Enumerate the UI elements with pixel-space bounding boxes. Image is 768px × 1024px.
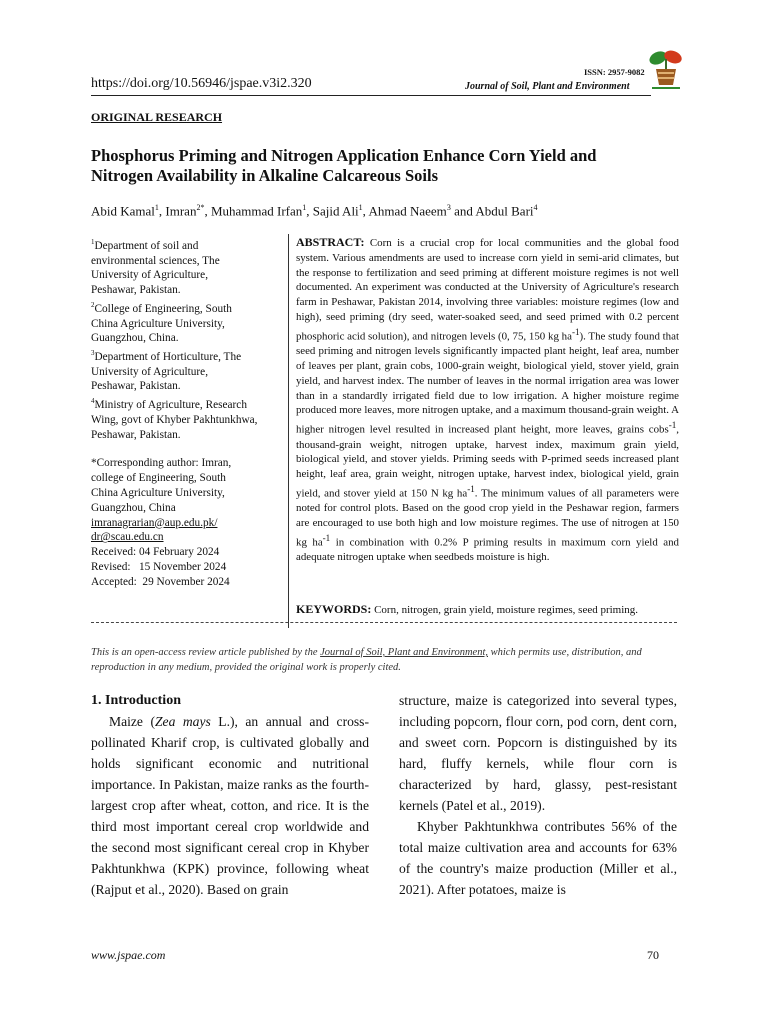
author-name: Sajid Ali xyxy=(312,203,359,219)
corresponding-line: *Corresponding author: Imran, xyxy=(91,457,232,470)
journal-link[interactable]: Journal of Soil, Plant and Environment, xyxy=(320,647,488,658)
affiliation-line: Peshawar, Pakistan. xyxy=(91,380,181,393)
body-paragraph: Maize (Zea mays L.), an annual and cross-pollinated Kharif crop, is cultivated globally and holds significant economic and nutritional importance. In Pakistan, maize ranks as the fourth-largest crop after wheat, cotton, and rice. It is the third most important cereal crop worldwide and the second most significant cereal crop in Khyber Pakhtunkhwa (KPK) province, following wheat (Rajput et al., 2020). Based on grain xyxy=(91,714,369,897)
affiliation-line: $^1$Department of soil and xyxy=(91,238,199,252)
received-date: Received: 04 February 2024 xyxy=(91,546,220,559)
section-heading: 1. Introduction xyxy=(91,693,181,708)
affiliation-line: Wing, govt of Khyber Pakhtunkhwa, xyxy=(91,413,258,426)
email-link[interactable]: dr@scau.edu.cn xyxy=(91,531,164,544)
issn-label: ISSN: 2957-9082 xyxy=(584,67,645,77)
page-number: 70 xyxy=(647,948,659,962)
corresponding-line: China Agriculture University, xyxy=(91,487,225,500)
keywords-label: KEYWORDS: xyxy=(296,602,372,616)
column-divider xyxy=(288,234,289,628)
journal-plant-logo-icon xyxy=(646,47,686,91)
keywords xyxy=(296,602,686,617)
email-link[interactable]: imranagrarian@aup.edu.pk/ xyxy=(91,516,218,529)
author-name: Imran xyxy=(165,203,197,219)
body-left-column xyxy=(91,690,369,900)
corresponding-line: Guangzhou, China xyxy=(91,501,176,514)
title-line: Phosphorus Priming and Nitrogen Application Enhance Corn Yield and xyxy=(91,146,597,165)
revised-date: Revised: 15 November 2024 xyxy=(91,561,227,573)
doi-link[interactable]: https://doi.org/10.56946/jspae.v3i2.320 xyxy=(91,76,312,91)
accepted-date: Accepted: 29 November 2024 xyxy=(91,575,230,588)
author-name: Abdul Bari xyxy=(475,203,534,219)
title-line: Nitrogen Availability in Alkaline Calcareous Soils xyxy=(91,166,438,185)
affiliation-line: China Agriculture University, xyxy=(91,317,225,330)
article-title xyxy=(91,146,681,186)
header-rule xyxy=(91,95,651,96)
dashed-separator xyxy=(91,622,677,623)
keywords-text: Corn, nitrogen, grain yield, moisture regimes, seed priming. xyxy=(371,604,639,616)
affiliation-line: $^3$Department of Horticulture, The xyxy=(91,349,242,363)
author-name: Ahmad Naeem xyxy=(368,203,447,219)
license-note: This is an open-access review article published by the Journal of Soil, Plant and Environment, which permits use, distribution, and reproduction in any medium, provided the original work is properly cited. xyxy=(91,647,642,673)
body-paragraph: structure, maize is categorized into several types, including popcorn, flour corn, pod corn, dent corn, and sweet corn. Popcorn is distinguished by its hard, fluffy kernels, while flour corn is characterized by hard, glassy, pest-resistant kernels (Patel et al., 2019). xyxy=(399,693,677,813)
affiliation-line: environmental sciences, The xyxy=(91,254,220,267)
affiliation-line: Peshawar, Pakistan. xyxy=(91,284,181,297)
affiliation-line: Peshawar, Pakistan. xyxy=(91,428,181,441)
affiliation-line: $^4$Ministry of Agriculture, Research xyxy=(91,397,247,412)
author-list: Abid Kamal$^1$, Imran$^{2*}$, Muhammad Irfan$^1$, Sajid Ali$^1$, Ahmad Naeem$^3$ and Abdul Bari$^4$ xyxy=(91,203,538,219)
section-label: ORIGINAL RESEARCH xyxy=(91,110,223,124)
affiliation-line: Guangzhou, China. xyxy=(91,332,179,345)
abstract-label: ABSTRACT: xyxy=(296,235,365,249)
affiliation-line: University of Agriculture, xyxy=(91,365,209,378)
abstract: ABSTRACT: Corn is a crucial crop for local communities and the global food system. Various amendments are used to increase corn yield in semi-arid climates, but the response to fertilization and seed priming at different moisture regimes is not well documented. An experiment was conducted at the University of Agriculture's research farm in Peshawar, Pakistan 2014, involving three variables: moisture regimes (low and high), seed priming (dry seed, water-soaked seed, and seed primed with 0.2 percent phosphoric acid solution), and nitrogen levels (0, 75, 150 kg $ha^{-1}$). The study found that seed priming and nitrogen levels significantly impacted plant height, leaf area, number of leaves per plant, grain cobs, 1000-grain weight, biological yield, stover yield, grain yield, and harvest index. The number of leaves in the normal irrigation area was lower than in a standardly irrigated field due to low irrigation. A higher moisture regime produced more leaves, more nitrogen uptake, and a maximum thousand-grain weight. A higher nitrogen level resulted in increased plant height, more leaves, grains cobs$^{-1}$, thousand-grain weight, nitrogen uptake, harvest index, maximum grain yield, biological yield, and stover yields. Priming seeds with P-primed seeds increased plant height, leaf area, grain weight, nitrogen uptake, harvest index, biological yield, grain yield, and stover yield at 150 N kg $ha^{-1}$. The minimum values of all parameters were noted for control plots. Based on the good crop yield in the Peshawar region, farmers are encouraged to use both high and low moisture regimes. The use of nitrogen at 150 kg $ha^{-1}$ in combination with 0.2% P priming results in maximum corn yield and adequate nitrogen uptake when seedbeds moisture is high. xyxy=(296,235,679,564)
affiliation-line: University of Agriculture, xyxy=(91,269,209,282)
body-paragraph: Khyber Pakhtunkhwa contributes 56% of the total maize cultivation area and accounts for 63% of the country's maize production (Miller et al., 2021). After potatoes, maize is xyxy=(399,819,677,897)
footer-url[interactable]: www.jspae.com xyxy=(91,948,166,962)
affiliations-column xyxy=(91,235,281,590)
journal-name: Journal of Soil, Plant and Environment xyxy=(465,81,630,92)
body-right-column xyxy=(399,690,677,900)
corresponding-line: college of Engineering, South xyxy=(91,472,226,485)
author-name: Abid Kamal xyxy=(91,203,155,219)
author-name: Muhammad Irfan xyxy=(210,203,303,219)
affiliation-line: $^2$College of Engineering, South xyxy=(91,300,232,315)
